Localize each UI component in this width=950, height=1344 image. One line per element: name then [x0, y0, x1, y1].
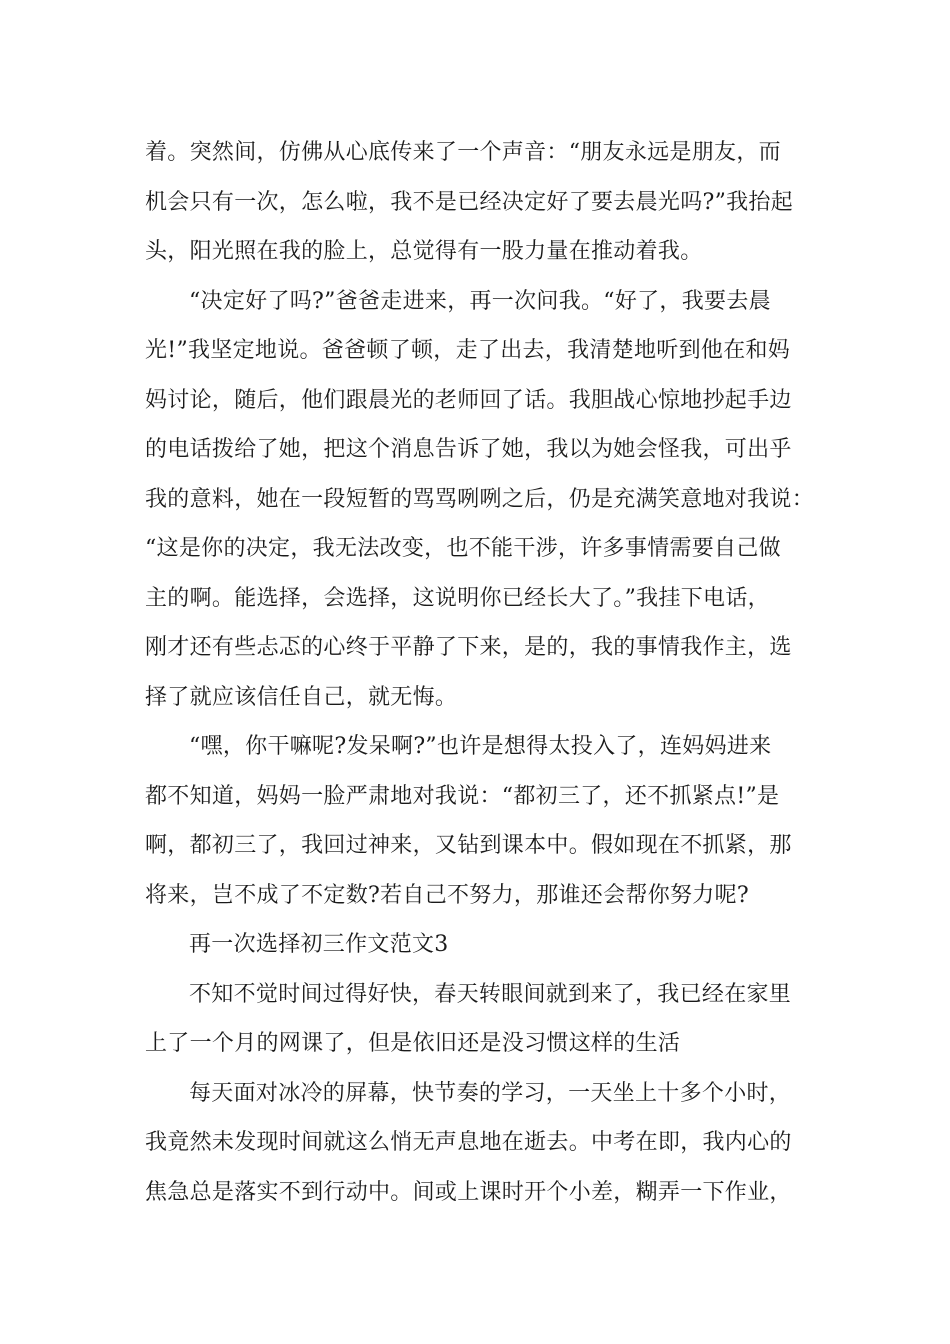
text-line: 上了一个月的网课了，但是依旧还是没习惯这样的生活	[145, 1031, 681, 1056]
text-line: 的电话拨给了她，把这个消息告诉了她，我以为她会怪我，可出乎	[145, 437, 792, 462]
text-line: 刚才还有些忐忑的心终于平静了下来，是的，我的事情我作主，选	[145, 635, 792, 660]
document-body	[145, 128, 815, 1217]
text-line: 主的啊。能选择，会选择，这说明你已经长大了。”我挂下电话，	[145, 585, 770, 611]
text-line: 焦急总是落实不到行动中。间或上课时开个小差，糊弄一下作业，	[145, 1179, 792, 1205]
paragraph-start-line: 每天面对冰冷的屏幕，快节奏的学习，一天坐上十多个小时，	[189, 1080, 792, 1106]
text-line: 机会只有一次，怎么啦，我不是已经决定好了要去晨光吗?”我抬起	[145, 189, 794, 215]
paragraph-start-line: 不知不觉时间过得好快，春天转眼间就到来了，我已经在家里	[189, 981, 792, 1007]
text-line: 择了就应该信任自己，就无悔。	[145, 684, 458, 710]
text-line: “这是你的决定，我无法改变，也不能干涉，许多事情需要自己做	[145, 536, 781, 561]
paragraph-start-line: “嘿，你干嘛呢?发呆啊?”也许是想得太投入了，连妈妈进来	[189, 734, 772, 759]
text-line: 我的意料，她在一段短暂的骂骂咧咧之后，仍是充满笑意地对我说：	[145, 486, 815, 512]
text-line: 光!”我坚定地说。爸爸顿了顿，走了出去，我清楚地听到他在和妈	[145, 338, 791, 363]
section-heading: 再一次选择初三作文范文3	[189, 932, 449, 957]
text-line: 我竟然未发现时间就这么悄无声息地在逝去。中考在即，我内心的	[145, 1130, 792, 1155]
text-line: 将来，岂不成了不定数?若自己不努力，那谁还会帮你努力呢?	[145, 882, 749, 908]
text-line: 都不知道，妈妈一脸严肃地对我说：“都初三了，还不抓紧点!”是	[145, 783, 780, 809]
paragraph-start-line: “决定好了吗?”爸爸走进来，再一次问我。“好了，我要去晨	[189, 288, 771, 314]
text-line: 啊，都初三了，我回过神来，又钻到课本中。假如现在不抓紧，那	[145, 833, 792, 858]
text-line: 头，阳光照在我的脸上，总觉得有一股力量在推动着我。	[145, 239, 703, 264]
text-line: 妈讨论，随后，他们跟晨光的老师回了话。我胆战心惊地抄起手边	[145, 387, 792, 413]
text-line: 着。突然间，仿佛从心底传来了一个声音：“朋友永远是朋友，而	[145, 140, 781, 165]
